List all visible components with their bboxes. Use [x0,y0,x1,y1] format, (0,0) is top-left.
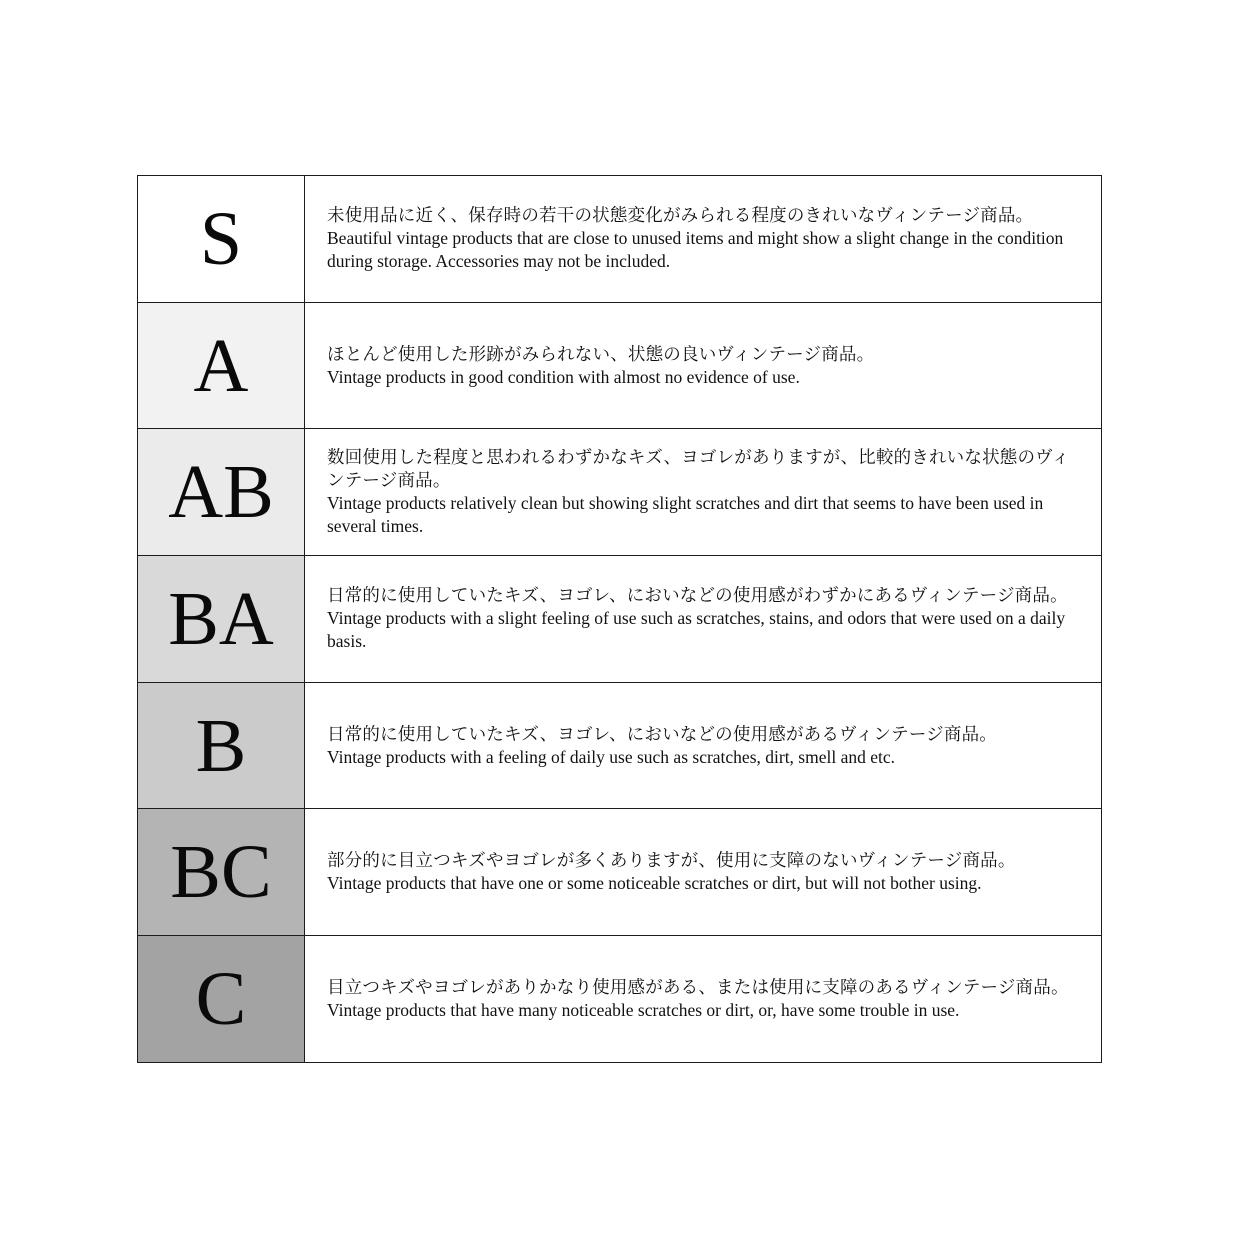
description-english: Vintage products relatively clean but showing slight scratches and dirt that seems to have been used in several times. [327,493,1044,537]
grade-cell [138,556,305,683]
description-english: Vintage products with a slight feeling of use such as scratches, stains, and odors that were used on a daily basis. [327,608,1066,652]
description-cell [305,176,1102,303]
description-japanese: 日常的に使用していたキズ、ヨゴレ、においなどの使用感がわずかにあるヴィンテージ商品。 [327,585,1068,606]
description-english: Vintage products with a feeling of daily use such as scratches, dirt, smell and etc. [327,746,896,767]
table-row-a [138,302,1102,429]
description-english: Vintage products that have one or some noticeable scratches or dirt, but will not bother using. [327,873,982,894]
grade-label: C [195,956,247,1041]
description-cell [305,429,1102,556]
description-cell [305,936,1102,1063]
description-japanese: ほとんど使用した形跡がみられない、状態の良いヴィンテージ商品。 [327,343,875,364]
condition-grade-table-body [138,176,1102,1063]
description-cell [305,556,1102,683]
grade-label: AB [168,450,274,535]
grade-label: A [193,323,249,408]
table-row-b [138,682,1102,809]
description-japanese: 部分的に目立つキズやヨゴレが多くありますが、使用に支障のないヴィンテージ商品。 [327,850,1016,871]
grade-cell [138,429,305,556]
table-row-ba [138,556,1102,683]
description-japanese: 未使用品に近く、保存時の若干の状態変化がみられる程度のきれいなヴィンテージ商品。 [327,205,1034,226]
description-cell [305,809,1102,936]
grade-label: BC [170,830,272,915]
grade-cell [138,936,305,1063]
description-japanese: 数回使用した程度と思われるわずかなキズ、ヨゴレがありますが、比較的きれいな状態のヴィンテージ商品。 [327,447,1070,491]
grade-label: B [195,703,247,788]
table-row-s [138,176,1102,303]
table-row-bc [138,809,1102,936]
grade-label: BA [168,576,274,661]
grade-cell [138,809,305,936]
description-japanese: 目立つキズやヨゴレがありかなり使用感がある、または使用に支障のあるヴィンテージ商品。 [327,976,1069,997]
table-row-ab [138,429,1102,556]
description-english: Beautiful vintage products that are close to unused items and might show a slight change in the condition during storage. Accessories may not be included. [327,228,1064,272]
description-english: Vintage products in good condition with almost no evidence of use. [327,366,800,387]
grade-cell [138,302,305,429]
description-cell [305,302,1102,429]
description-japanese: 日常的に使用していたキズ、ヨゴレ、においなどの使用感があるヴィンテージ商品。 [327,723,997,744]
description-cell [305,682,1102,809]
grade-label: S [199,196,243,281]
grade-cell [138,176,305,303]
table-row-c [138,936,1102,1063]
grade-cell [138,682,305,809]
description-english: Vintage products that have many noticeable scratches or dirt, or, have some trouble in use. [327,999,960,1020]
condition-grade-table [137,175,1102,1063]
